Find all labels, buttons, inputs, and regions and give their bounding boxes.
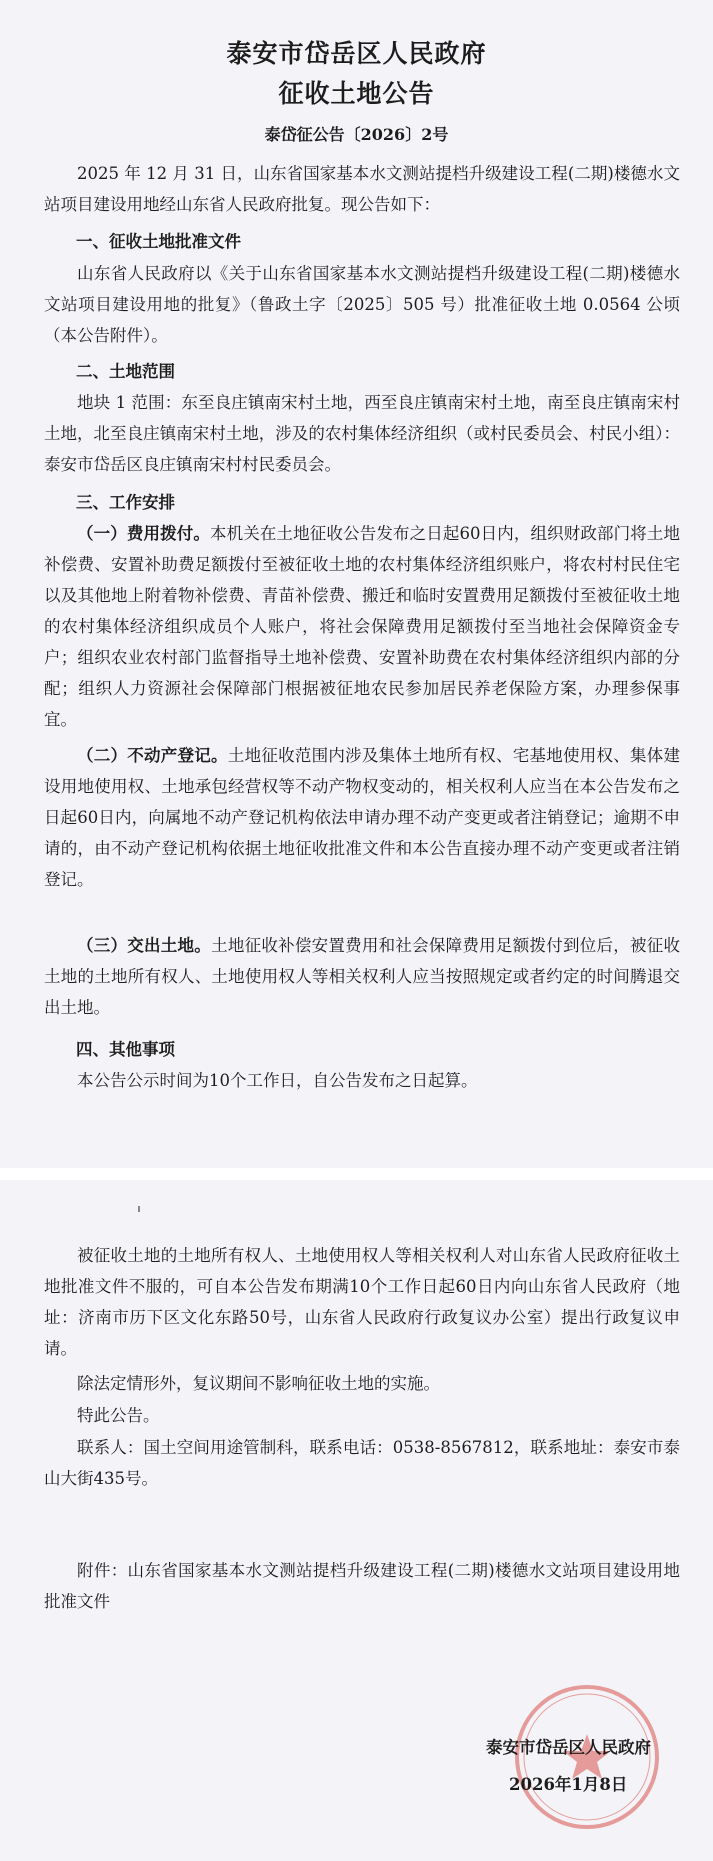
section2-body: 地块 1 范围：东至良庄镇南宋村土地，西至良庄镇南宋村土地，南至良庄镇南宋村土地，北至良庄镇南宋村土地，涉及的农村集体经济组织（或村民委员会、村民小组）：泰安市岱岳区良庄镇南宋村村民委员会。	[44, 393, 680, 474]
section4-body2: 被征收土地的土地所有权人、土地使用权人等相关权利人对山东省人民政府征收土地批准文件不服的，可自本公告发布期满10个工作日起60日内向山东省人民政府（地址：济南市历下区文化东路50号，山东省人民政府行政复议办公室）提出行政复议申请。	[44, 1246, 680, 1358]
intro-paragraph: 2025 年 12 月 31 日，山东省国家基本水文测站提档升级建设工程(二期)楼德水文站项目建设用地经山东省人民政府批复。现公告如下：	[44, 164, 680, 214]
section3-heading: 三、工作安排	[76, 493, 175, 512]
section2-heading: 二、土地范围	[76, 362, 175, 381]
page-title: 泰安市岱岳区人民政府	[226, 39, 487, 68]
item3-label: （三）交出土地。	[77, 936, 212, 955]
issuer-signature: 泰安市岱岳区人民政府	[486, 1738, 651, 1757]
section3-item3	[44, 930, 680, 1023]
contact-info: 联系人：国土空间用途管制科，联系电话：0538-8567812，联系地址：泰安市泰山大街435号。	[44, 1438, 680, 1488]
scan-speck	[138, 1206, 140, 1212]
issue-date: 2026年1月8日	[509, 1775, 628, 1794]
section1-body: 山东省人民政府以《关于山东省国家基本水文测站提档升级建设工程(二期)楼德水文站项目建设用地的批复》（鲁政土字〔2025〕505 号）批准征收土地 0.0564 公顷（本公告附件）。	[44, 264, 680, 345]
document-number: 泰岱征公告〔2026〕2号	[264, 125, 449, 144]
item3-body: 土地征收补偿安置费用和社会保障费用足额拨付到位后，被征收土地的土地所有权人、土地使用权人等相关权利人应当按照规定或者约定的时间腾退交出土地。	[44, 936, 681, 1017]
section4-body3: 除法定情形外，复议期间不影响征收土地的实施。	[77, 1374, 440, 1393]
section4-body4: 特此公告。	[77, 1406, 160, 1425]
section4-body1: 本公告公示时间为10个工作日，自公告发布之日起算。	[77, 1071, 478, 1090]
section4-heading: 四、其他事项	[76, 1040, 175, 1059]
page-subtitle: 征收土地公告	[278, 79, 435, 108]
item1-body: 本机关在土地征收公告发布之日起60日内，组织财政部门将土地补偿费、安置补助费足额拨付至被征收土地的农村集体经济组织账户，将农村村民住宅以及其他地上附着物补偿费、青苗补偿费、搬迁和临时安置费用足额拨付至被征收土地的农村集体经济组织成员个人账户，将社会保障费用足额拨付至当地社会保障资金专户；组织农业农村部门监督指导土地补偿费、安置补助费在农村集体经济组织内部的分配；组织人力资源社会保障部门根据被征地农民参加居民养老保险方案，办理参保事宜。	[44, 524, 680, 729]
item1-label: （一）费用拨付。	[77, 524, 211, 543]
section1-heading: 一、征收土地批准文件	[76, 232, 241, 251]
attachment-note: 附件：山东省国家基本水文测站提档升级建设工程(二期)楼德水文站项目建设用地批准文件	[44, 1561, 680, 1611]
section3-item1	[44, 518, 680, 735]
item2-body: 土地征收范围内涉及集体土地所有权、宅基地使用权、集体建设用地使用权、土地承包经营权等不动产物权变动的，相关权利人应当在本公告发布之日起60日内，向属地不动产登记机构依法申请办理不动产变更或者注销登记；逾期不申请的，由不动产登记机构依据土地征收批准文件和本公告直接办理不动产变更或者注销登记。	[44, 746, 681, 889]
item2-label: （二）不动产登记。	[77, 746, 228, 765]
section3-item2	[44, 740, 680, 895]
page-gap	[0, 1168, 713, 1180]
